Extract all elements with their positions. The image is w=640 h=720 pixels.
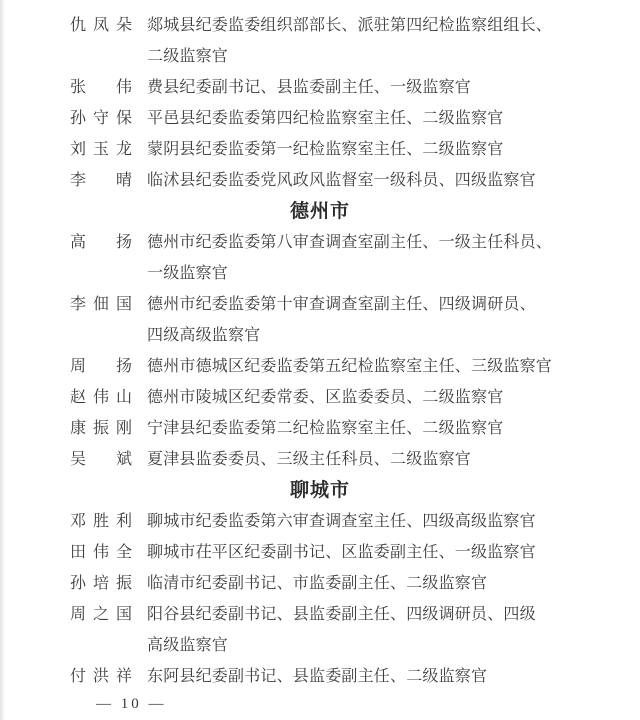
official-name: 周扬 [70, 358, 132, 375]
list-item [0, 165, 640, 196]
list-item [0, 72, 640, 103]
official-title [147, 165, 640, 196]
list-item [0, 289, 640, 351]
official-name: 周之国 [70, 606, 132, 623]
official-title-line: 临沭县纪委监委党风政风监督室一级科员、四级监察官 [147, 172, 536, 189]
official-title-line: 聊城市茌平区纪委副书记、区监委副主任、一级监察官 [147, 544, 536, 561]
official-name: 高扬 [70, 234, 132, 251]
official-title-line: 平邑县纪委监委第四纪检监察室主任、二级监察官 [147, 110, 504, 127]
official-title [147, 382, 640, 413]
official-name: 赵伟山 [70, 389, 132, 406]
official-title [147, 444, 640, 475]
official-title-line: 郯城县纪委监委组织部部长、派驻第四纪检监察组组长、 [147, 17, 553, 34]
official-title-line: 德州市德城区纪委监委第五纪检监察室主任、三级监察官 [147, 358, 553, 375]
official-name: 张伟 [70, 79, 132, 96]
list-item [0, 599, 640, 661]
official-name: 仇凤朵 [70, 17, 132, 34]
official-name: 李晴 [70, 172, 132, 189]
list-item [0, 661, 640, 692]
list-item [0, 103, 640, 134]
list-item [0, 568, 640, 599]
official-title-line: 蒙阴县纪委监委第一纪检监察室主任、二级监察官 [147, 141, 504, 158]
official-title-line: 聊城市纪委监委第六审查调查室主任、四级高级监察官 [147, 513, 536, 530]
official-title [147, 134, 640, 165]
official-name: 孙培振 [70, 575, 132, 592]
official-name: 刘玉龙 [70, 141, 132, 158]
official-name: 孙守保 [70, 110, 132, 127]
official-name: 邓胜利 [70, 513, 132, 530]
official-title-line: 德州市陵城区纪委常委、区监委委员、二级监察官 [147, 389, 504, 406]
official-title [147, 289, 640, 351]
list-item [0, 134, 640, 165]
official-title-line: 德州市纪委监委第十审查调查室副主任、四级调研员、 [147, 296, 536, 313]
list-item [0, 351, 640, 382]
official-title [147, 568, 640, 599]
official-name: 吴斌 [70, 451, 132, 468]
official-title-line: 高级监察官 [147, 637, 229, 654]
page-number: — 10 — [96, 696, 167, 712]
official-title [147, 351, 640, 382]
official-title [147, 72, 640, 103]
official-title [147, 661, 640, 692]
official-title [147, 103, 640, 134]
official-name: 康振刚 [70, 420, 132, 437]
list-item [0, 382, 640, 413]
list-item [0, 506, 640, 537]
official-title-line: 德州市纪委监委第八审查调查室副主任、一级主任科员、 [147, 234, 553, 251]
official-title-line: 宁津县纪委监委第二纪检监察室主任、二级监察官 [147, 420, 504, 437]
official-title [147, 227, 640, 289]
list-item [0, 444, 640, 475]
list-item [0, 537, 640, 568]
section-heading: 德州市 [289, 201, 350, 222]
list-item [0, 227, 640, 289]
official-title-line: 临清市纪委副书记、市监委副主任、二级监察官 [147, 575, 488, 592]
official-title [147, 413, 640, 444]
official-title-line: 阳谷县纪委副书记、县监委副主任、四级调研员、四级 [147, 606, 536, 623]
official-title-line: 费县纪委副书记、县监委副主任、一级监察官 [147, 79, 472, 96]
official-title-line: 四级高级监察官 [147, 327, 261, 344]
list-item [0, 10, 640, 72]
officials-list [0, 10, 640, 692]
official-name: 李佃国 [70, 296, 132, 313]
official-title-line: 东阿县纪委副书记、县监委副主任、二级监察官 [147, 668, 488, 685]
official-name: 付洪祥 [70, 668, 132, 685]
official-title [147, 10, 640, 72]
official-name: 田伟全 [70, 544, 132, 561]
official-title [147, 537, 640, 568]
official-title [147, 506, 640, 537]
list-item [0, 413, 640, 444]
section-heading: 聊城市 [289, 480, 350, 501]
official-title [147, 599, 640, 661]
official-title-line: 一级监察官 [147, 265, 229, 282]
official-title-line: 夏津县监委委员、三级主任科员、二级监察官 [147, 451, 472, 468]
official-title-line: 二级监察官 [147, 48, 229, 65]
